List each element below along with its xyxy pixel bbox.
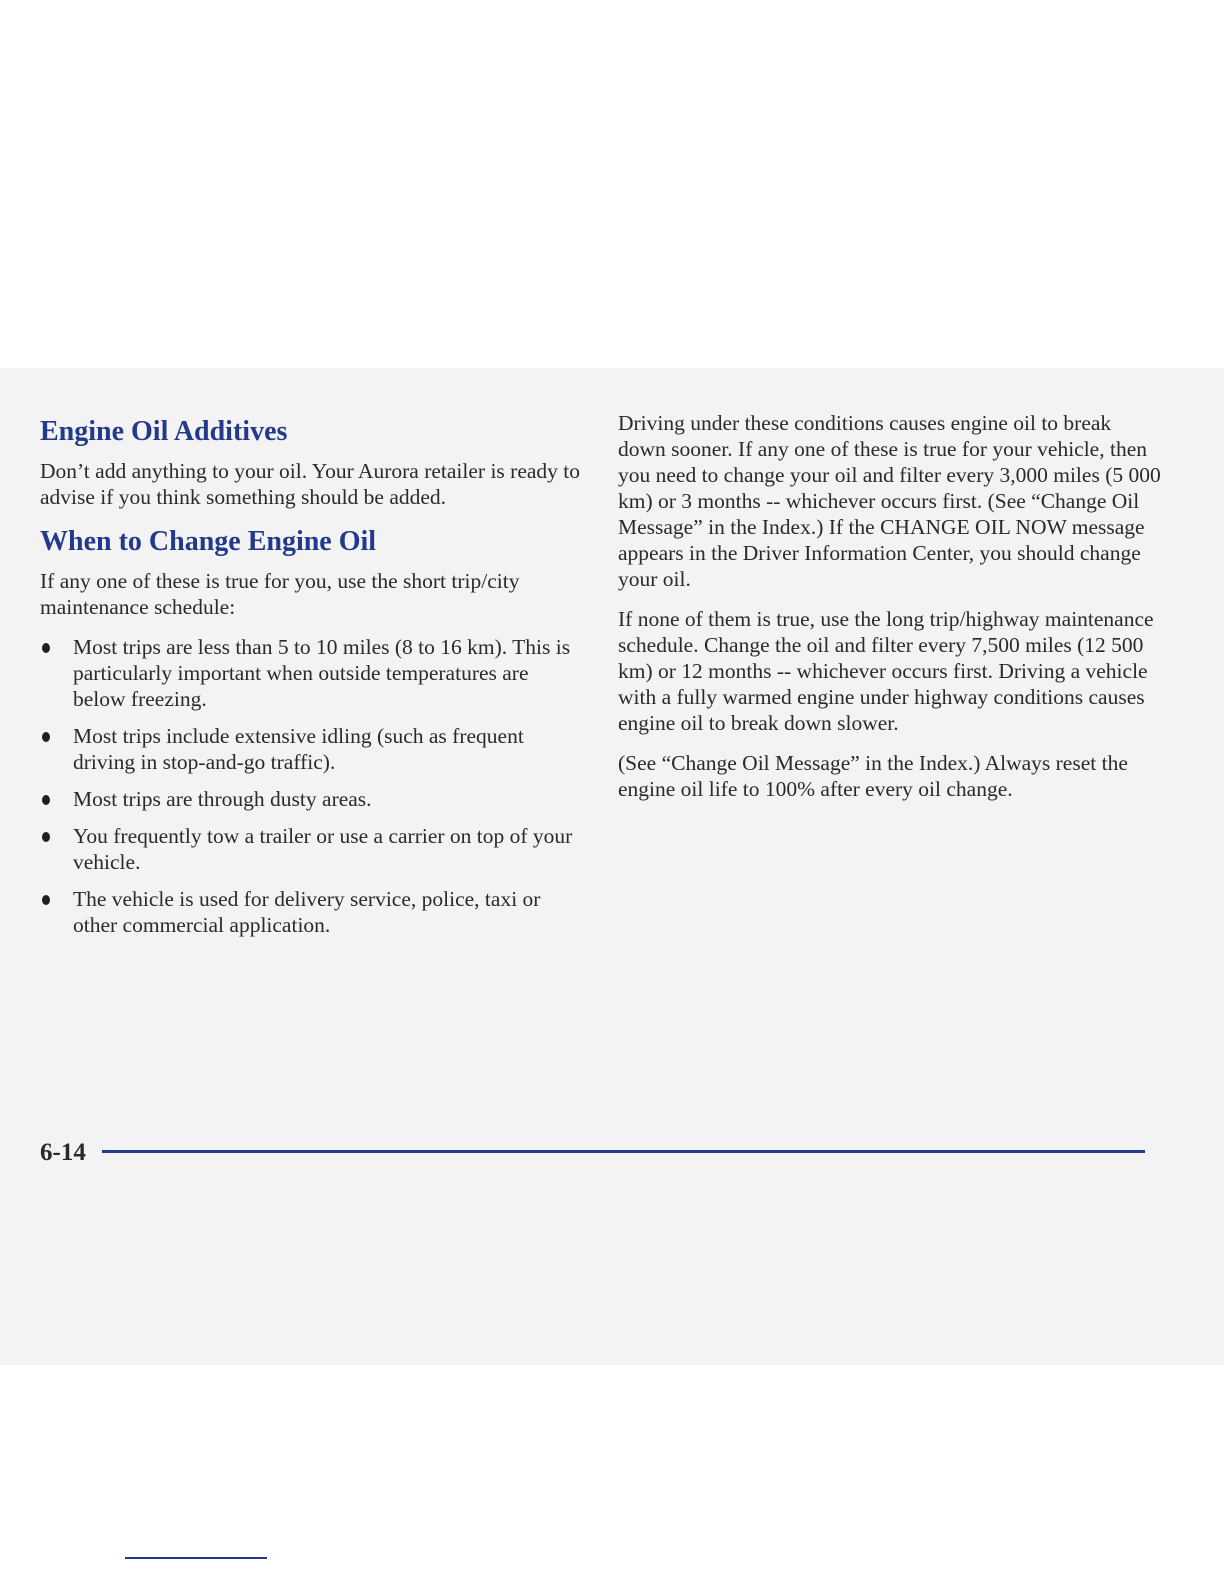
manual-page [0,368,1224,1365]
condition-list [40,634,585,938]
right-column [618,410,1163,802]
bullet-icon [42,832,50,842]
list-item [40,723,585,775]
list-item-text: Most trips are less than 5 to 10 miles (8 to 16 km). This is particularly important when outside temperatures are below freezing. [73,635,571,711]
list-item-text: The vehicle is used for delivery service, police, taxi or other commercial application. [73,887,541,937]
right-paragraph-reset: (See “Change Oil Message” in the Index.) Always reset the engine oil life to 100% after every oil change. [618,751,1128,801]
right-paragraph-long-trip: If none of them is true, use the long trip/highway maintenance schedule. Change the oil and filter every 7,500 miles (12 500 km) or 12 months -- whichever occurs first. Driving a vehicle with a fully warmed engine under highway conditions causes engine oil to break down slower. [618,607,1154,735]
right-paragraph-conditions: Driving under these conditions causes engine oil to break down sooner. If any one of these is true for your vehicle, then you need to change your oil and filter every 3,000 miles (5 000 km) or 3 months -- whichever occurs first. (See “Change Oil Message” in the Index.) If the CHANGE OIL NOW message appears in the Driver Information Center, you should change your oil. [618,411,1161,591]
section-heading-additives: Engine Oil Additives [40,416,288,447]
list-item-text: You frequently tow a trailer or use a carrier on top of your vehicle. [73,824,573,874]
list-item [40,786,585,812]
page-footer [40,1138,1150,1168]
footer-rule [102,1150,1145,1153]
list-item-text: Most trips are through dusty areas. [73,787,372,811]
page-number: 6-14 [40,1139,86,1166]
list-item [40,634,585,712]
left-column [40,410,585,949]
bullet-icon [42,895,50,905]
list-item-text: Most trips include extensive idling (such as frequent driving in stop-and-go traffic). [73,724,524,774]
bullet-icon [42,795,50,805]
list-item [40,823,585,875]
additives-paragraph: Don’t add anything to your oil. Your Aurora retailer is ready to advise if you think something should be added. [40,459,580,509]
list-item [40,886,585,938]
when-to-change-intro: If any one of these is true for you, use the short trip/city maintenance schedule: [40,569,520,619]
section-heading-when-to-change: When to Change Engine Oil [40,526,377,557]
bullet-icon [42,732,50,742]
bottom-link-underline [125,1557,267,1559]
bullet-icon [42,643,50,653]
